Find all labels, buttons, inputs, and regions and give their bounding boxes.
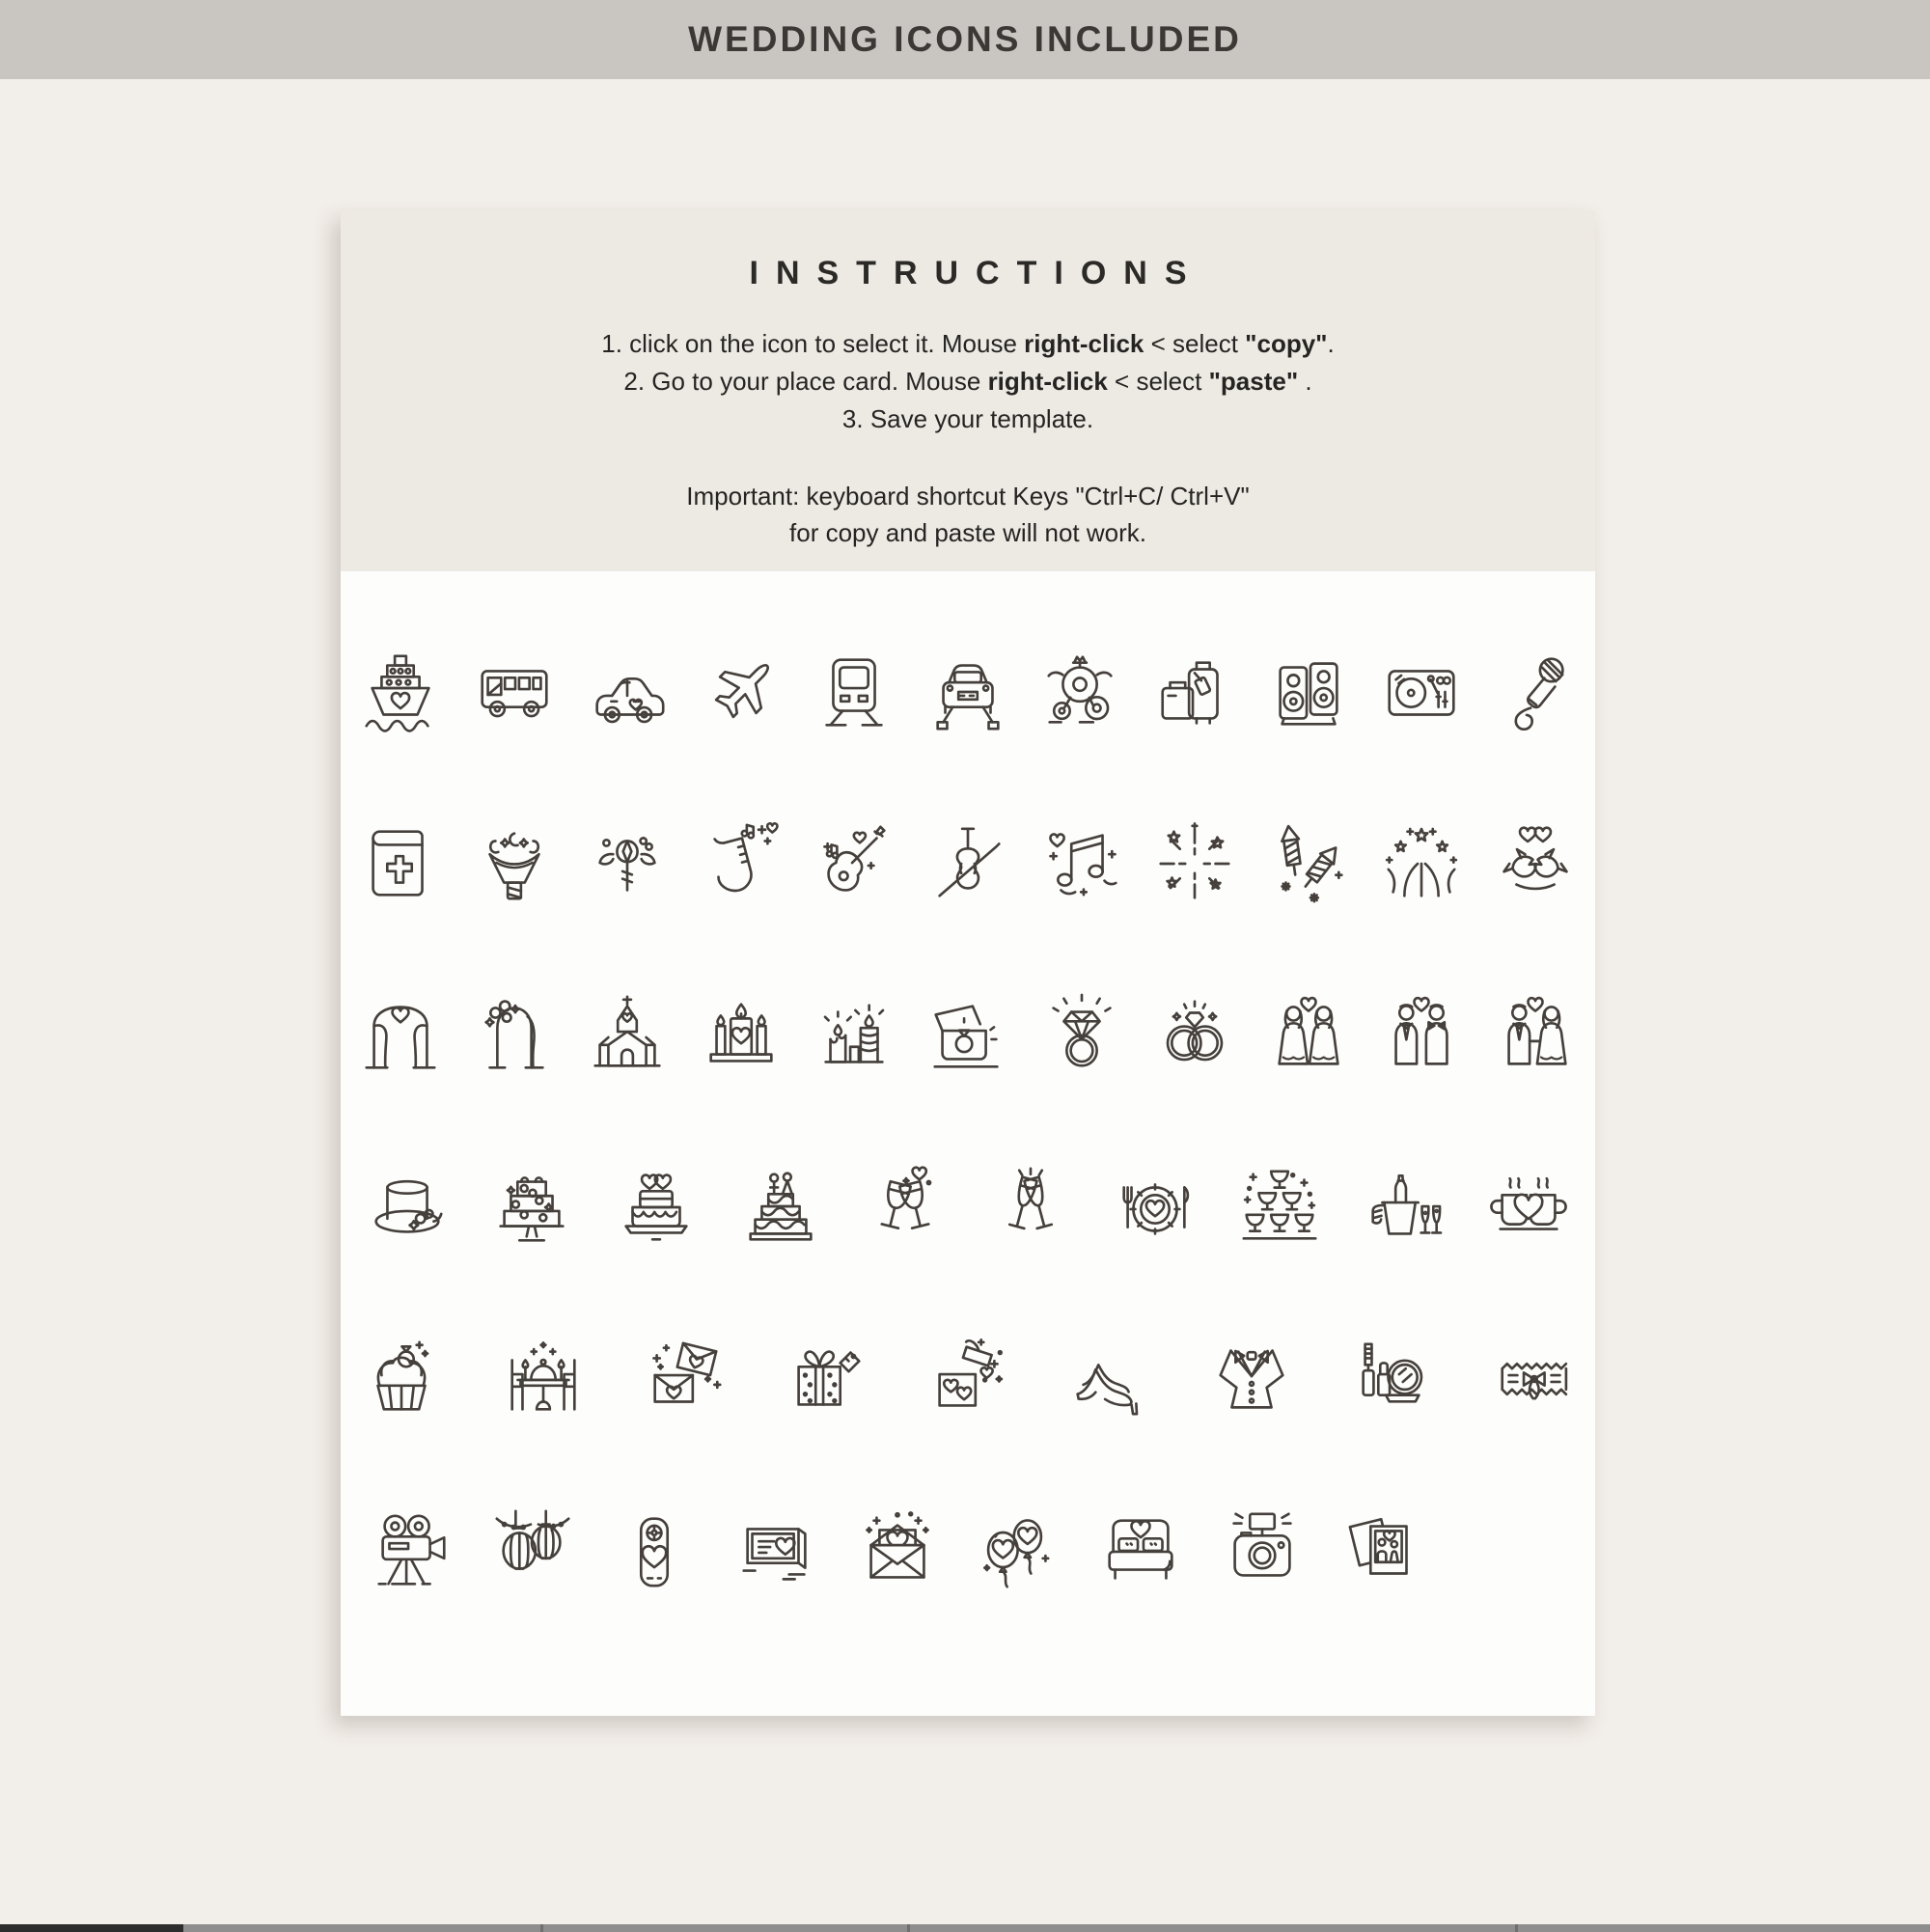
gift-box-icon[interactable] [781, 1334, 871, 1424]
fireworks-burst-icon[interactable] [1149, 818, 1240, 909]
train-icon[interactable] [809, 647, 899, 737]
honeymoon-luggage-icon[interactable] [1149, 647, 1240, 737]
icon-sheet [341, 210, 1595, 1716]
important-note [341, 478, 1595, 551]
bridal-bouquet-icon[interactable] [469, 818, 560, 909]
garter-icon[interactable] [1489, 1334, 1580, 1424]
progress-tick [540, 1924, 543, 1932]
champagne-toast-icon[interactable] [985, 1162, 1076, 1253]
bible-icon[interactable] [355, 818, 446, 909]
church-icon[interactable] [582, 990, 673, 1081]
icon-row-6 [341, 1465, 1595, 1637]
firecrackers-icon[interactable] [1263, 818, 1354, 909]
love-letters-icon[interactable] [640, 1334, 731, 1424]
icon-row-4 [341, 1121, 1595, 1293]
tiered-wedding-cake-icon[interactable] [735, 1162, 826, 1253]
ring-box-icon[interactable] [923, 990, 1013, 1081]
wedding-dinner-icon[interactable] [1110, 1162, 1200, 1253]
wedding-bed-icon[interactable] [1095, 1505, 1186, 1596]
place-card-icon[interactable] [731, 1505, 821, 1596]
banner [0, 0, 1930, 79]
dinner-table-icon[interactable] [498, 1334, 589, 1424]
door-hanger-icon[interactable] [609, 1505, 700, 1596]
wine-glasses-icon[interactable] [860, 1162, 951, 1253]
groom-couple-icon[interactable] [1376, 990, 1467, 1081]
banner-title: WEDDING ICONS INCLUDED [688, 19, 1242, 59]
champagne-bucket-icon[interactable] [1359, 1162, 1449, 1253]
top-hat-icon[interactable] [362, 1162, 453, 1253]
wedding-invitation-icon[interactable] [852, 1505, 943, 1596]
instructions-title: INSTRUCTIONS [749, 255, 1204, 291]
just-married-car-icon[interactable] [923, 647, 1013, 737]
princess-carriage-icon[interactable] [1036, 647, 1127, 737]
progress-tick [907, 1924, 910, 1932]
bride-couple-icon[interactable] [1263, 990, 1354, 1081]
wedding-bus-icon[interactable] [469, 647, 560, 737]
fireworks-fountain-icon[interactable] [1376, 818, 1467, 909]
guitar-icon[interactable] [809, 818, 899, 909]
violin-icon[interactable] [923, 818, 1013, 909]
icon-row-3 [341, 950, 1595, 1121]
coffee-mugs-icon[interactable] [1483, 1162, 1574, 1253]
melted-candles-icon[interactable] [809, 990, 899, 1081]
cruise-ship-icon[interactable] [355, 647, 446, 737]
champagne-tower-icon[interactable] [1234, 1162, 1325, 1253]
icon-row-1 [341, 606, 1595, 778]
paper-lanterns-icon[interactable] [487, 1505, 578, 1596]
unity-candles-icon[interactable] [696, 990, 786, 1081]
instruction-step: 2. Go to your place card. Mouse right-click < select "paste" . [623, 367, 1312, 396]
progress-fill [0, 1924, 183, 1932]
airplane-icon[interactable] [696, 647, 786, 737]
icon-row-2 [341, 778, 1595, 950]
love-car-icon[interactable] [582, 647, 673, 737]
instruction-step: 3. Save your template. [841, 404, 1094, 433]
photo-camera-icon[interactable] [1217, 1505, 1308, 1596]
icon-grid [341, 571, 1595, 1637]
love-doves-icon[interactable] [1490, 818, 1581, 909]
makeup-icon[interactable] [1347, 1334, 1438, 1424]
instruction-step: 1. click on the icon to select it. Mouse right-click < select "copy". [601, 329, 1335, 358]
boutonniere-icon[interactable] [582, 818, 673, 909]
dj-turntable-icon[interactable] [1376, 647, 1467, 737]
wedding-rings-icon[interactable] [1149, 990, 1240, 1081]
heart-balloons-icon[interactable] [974, 1505, 1064, 1596]
microphone-icon[interactable] [1490, 647, 1581, 737]
wedding-photos-icon[interactable] [1338, 1505, 1429, 1596]
progress-track[interactable] [0, 1924, 1930, 1932]
instructions-panel [341, 210, 1595, 571]
floral-wedding-cake-icon[interactable] [486, 1162, 577, 1253]
saxophone-icon[interactable] [696, 818, 786, 909]
instruction-steps [341, 325, 1595, 438]
tuxedo-icon[interactable] [1206, 1334, 1297, 1424]
floral-arch-icon[interactable] [469, 990, 560, 1081]
open-gift-icon[interactable] [923, 1334, 1013, 1424]
important-line: for copy and paste will not work. [789, 518, 1146, 547]
important-line: Important: keyboard shortcut Keys "Ctrl+C/ Ctrl+V" [686, 482, 1250, 511]
engagement-cupcake-icon[interactable] [356, 1334, 447, 1424]
heart-wedding-cake-icon[interactable] [611, 1162, 702, 1253]
wedding-arch-icon[interactable] [355, 990, 446, 1081]
video-camera-icon[interactable] [366, 1505, 456, 1596]
speakers-icon[interactable] [1263, 647, 1354, 737]
bridal-shoes-icon[interactable] [1064, 1334, 1155, 1424]
icon-row-5 [341, 1293, 1595, 1465]
music-notes-icon[interactable] [1036, 818, 1127, 909]
bride-and-groom-icon[interactable] [1490, 990, 1581, 1081]
diamond-ring-icon[interactable] [1036, 990, 1127, 1081]
progress-tick [1515, 1924, 1518, 1932]
